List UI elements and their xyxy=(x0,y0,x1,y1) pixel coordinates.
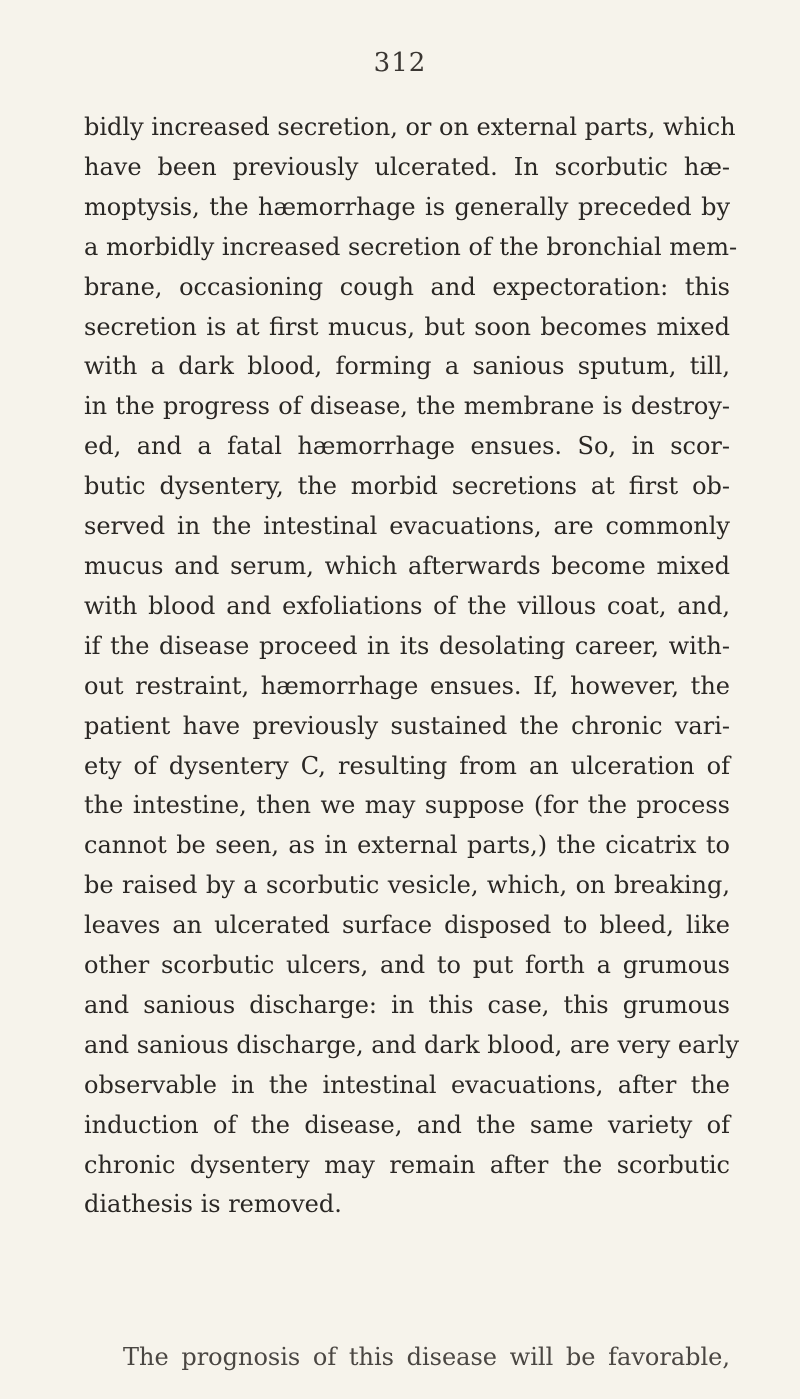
text-line: observable in the intestinal evacuations, after the xyxy=(84,1070,730,1099)
text-line: leaves an ulcerated surface disposed to bleed, like xyxy=(84,911,730,940)
text-line: and sanious discharge: in this case, this grumous xyxy=(84,990,730,1019)
text-line: the intestine, then we may suppose (for the process xyxy=(84,791,730,820)
text-line: in the progress of disease, the membrane is destroy- xyxy=(84,392,730,421)
text-line: secretion is at first mucus, but soon becomes mixed xyxy=(84,312,730,341)
text-line: and sanious discharge, and dark blood, are very early xyxy=(84,1030,740,1059)
body-paragraph xyxy=(84,108,740,1225)
text-line: with blood and exfoliations of the villous coat, and, xyxy=(84,591,730,620)
text-line: induction of the disease, and the same variety of xyxy=(84,1110,730,1139)
text-line: mucus and serum, which afterwards become mixed xyxy=(84,551,730,580)
text-line: butic dysentery, the morbid secretions at first ob- xyxy=(84,472,730,501)
text-line: diathesis is removed. xyxy=(84,1190,342,1219)
text-line: patient have previously sustained the chronic vari- xyxy=(84,711,730,740)
text-line: bidly increased secretion, or on external parts, which xyxy=(84,113,736,141)
page-number: 312 xyxy=(373,48,427,78)
text-line: chronic dysentery may remain after the scorbutic xyxy=(84,1150,730,1179)
text-line: other scorbutic ulcers, and to put forth a grumous xyxy=(84,951,730,980)
text-line: cannot be seen, as in external parts,) the cicatrix to xyxy=(84,831,730,860)
text-line: have been previously ulcerated. In scorbutic hæ- xyxy=(84,152,730,181)
text-line: served in the intestinal evacuations, are commonly xyxy=(84,512,730,541)
text-line: moptysis, the hæmorrhage is generally preceded by xyxy=(84,192,730,221)
text-line: out restraint, hæmorrhage ensues. If, however, the xyxy=(84,671,730,700)
text-line: with a dark blood, forming a sanious sputum, till, xyxy=(84,352,730,381)
next-paragraph-line: The prognosis of this disease will be favorable, xyxy=(123,1343,730,1371)
text-line: brane, occasioning cough and expectoration: this xyxy=(84,272,730,301)
text-line: a morbidly increased secretion of the bronchial mem- xyxy=(84,232,738,261)
text-line: be raised by a scorbutic vesicle, which, on breaking, xyxy=(84,871,730,900)
text-line: ed, and a fatal hæmorrhage ensues. So, in scor- xyxy=(84,432,730,461)
text-line: if the disease proceed in its desolating career, with- xyxy=(84,631,730,660)
text-line: ety of dysentery C, resulting from an ulceration of xyxy=(84,751,730,780)
